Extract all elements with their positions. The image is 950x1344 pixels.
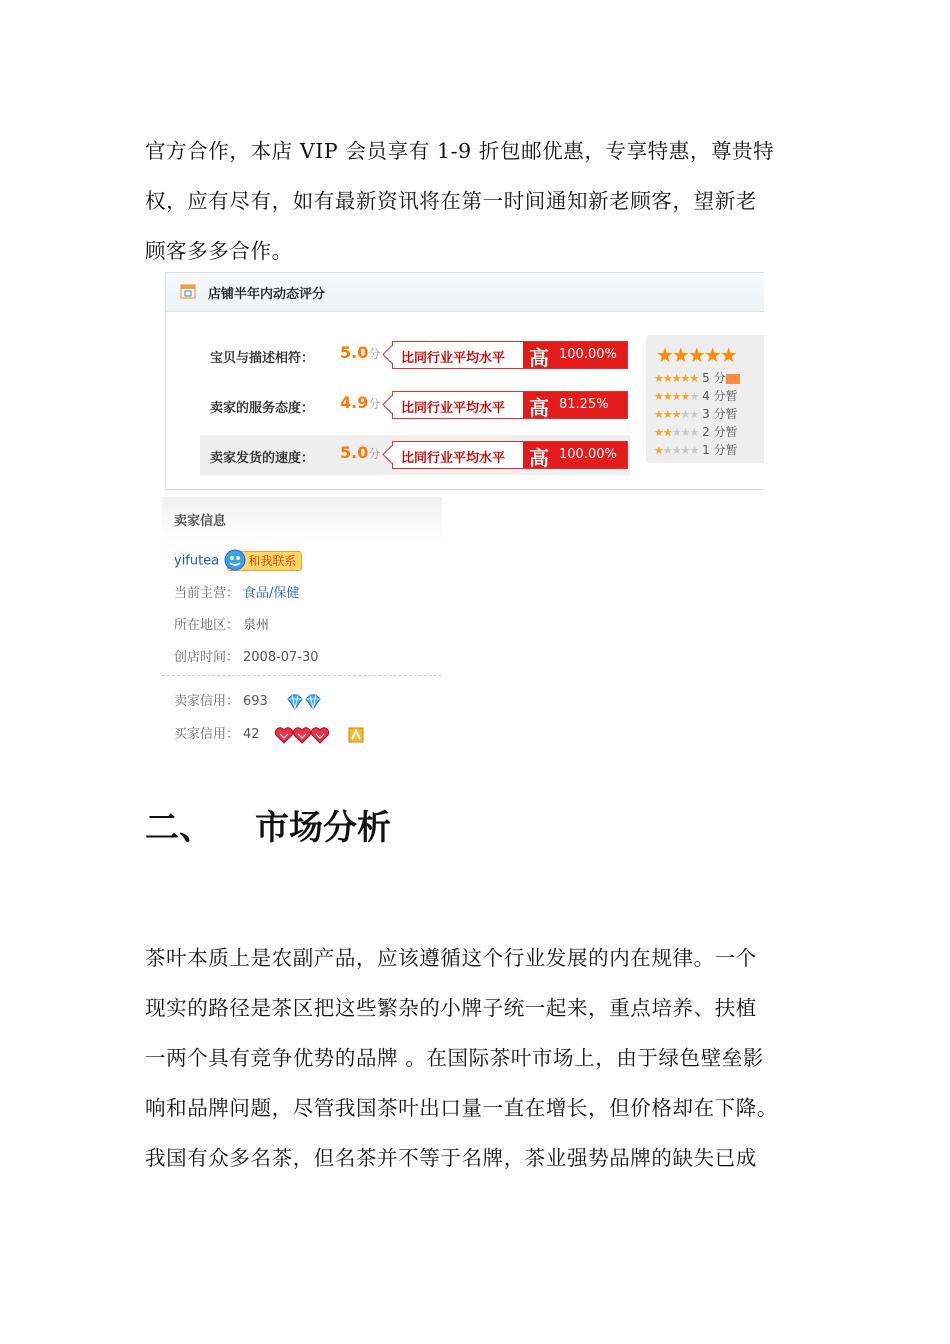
- rating-row: [200, 335, 630, 375]
- rating-score: 5.0分: [340, 343, 381, 362]
- star-icon: ★★★★★: [654, 426, 699, 439]
- rating-row: [200, 435, 630, 475]
- main-business-link[interactable]: 食品/保健: [243, 586, 300, 601]
- text-line: 权，应有尽有，如有最新资讯将在第一时间通知新老顾客，望新老: [145, 189, 757, 213]
- rating-score: 4.9分: [340, 393, 381, 412]
- badge-icon[interactable]: [348, 727, 364, 743]
- text-line: 官方合作，本店 VIP 会员享有 1-9 折包邮优惠，专享特惠，尊贵特: [145, 139, 775, 163]
- diamond-icon: [304, 694, 322, 710]
- star-icon: ★★★★★: [654, 444, 699, 457]
- heart-icon: [292, 726, 312, 744]
- seller-info-panel: [162, 497, 442, 752]
- seller-credit-row: 卖家信用： 693: [174, 690, 322, 710]
- text-line: 一两个具有竞争优势的品牌 。在国际茶叶市场上，由于绿色壁垒影: [145, 1046, 765, 1070]
- star-rating-icon: ★★★★★: [656, 343, 736, 367]
- store-rating-panel: [165, 272, 764, 490]
- rating-compare-badge: 比同行业平均水平 高 81.25%: [392, 391, 628, 419]
- text-line: 我国有众多名茶，但名茶并不等于名牌，茶业强势品牌的缺失已成: [145, 1146, 757, 1170]
- rating-compare-badge: 比同行业平均水平 高 100.00%: [392, 341, 628, 369]
- buyer-credit-row: 买家信用： 42: [174, 723, 364, 744]
- seller-user-row: [174, 551, 302, 571]
- rating-label: 卖家发货的速度：: [210, 451, 315, 466]
- diamond-icon: [286, 694, 304, 710]
- chat-avatar-icon: [224, 549, 246, 571]
- divider: [162, 675, 442, 676]
- contact-me-button[interactable]: 和我联系: [227, 551, 302, 571]
- rating-title: 店铺半年内动态评分: [208, 287, 326, 302]
- calendar-icon: [180, 283, 196, 299]
- heart-icon: [310, 726, 330, 744]
- seller-username-link[interactable]: yifutea: [174, 553, 220, 569]
- founded-row: 创店时间： 2008-07-30: [174, 650, 319, 665]
- rating-score: 5.0分: [340, 443, 381, 462]
- region-row: 所在地区： 泉州: [174, 618, 270, 633]
- seller-header: [162, 497, 442, 545]
- text-line: 茶叶本质上是农副产品，应该遵循这个行业发展的内在规律。一个: [145, 946, 757, 970]
- star-icon: ★★★★★: [654, 372, 699, 385]
- rating-row: [200, 385, 630, 425]
- distribution-row: ★★★★★ 2 分暂: [654, 425, 738, 439]
- distribution-row: ★★★★★ 5 分: [654, 369, 740, 386]
- intro-paragraph: [145, 126, 825, 276]
- distribution-row: ★★★★★ 1 分暂: [654, 443, 738, 457]
- text-line: 响和品牌问题，尽管我国茶叶出口量一直在增长，但价格却在下降。: [145, 1096, 778, 1120]
- rating-distribution: [646, 335, 764, 463]
- star-icon: ★★★★★: [654, 390, 699, 403]
- main-business-row: 当前主营： 食品/保健: [174, 586, 300, 601]
- star-icon: ★★★★★: [654, 408, 699, 421]
- rating-compare-badge: 比同行业平均水平 高 100.00%: [392, 441, 628, 469]
- distribution-row: ★★★★★ 3 分暂: [654, 407, 738, 421]
- seller-title: 卖家信息: [174, 514, 227, 529]
- text-line: 现实的路径是茶区把这些繁杂的小牌子统一起来，重点培养、扶植: [145, 996, 757, 1020]
- distribution-row: ★★★★★ 4 分暂: [654, 389, 738, 403]
- text-line: 顾客多多合作。: [145, 239, 293, 263]
- market-analysis-paragraph: [145, 933, 825, 1183]
- rating-header: [166, 273, 764, 312]
- rating-label: 卖家的服务态度：: [210, 401, 315, 416]
- heart-icon: [274, 726, 294, 744]
- rating-label: 宝贝与描述相符：: [210, 351, 315, 366]
- section-heading: 二、 市场分析: [145, 808, 391, 848]
